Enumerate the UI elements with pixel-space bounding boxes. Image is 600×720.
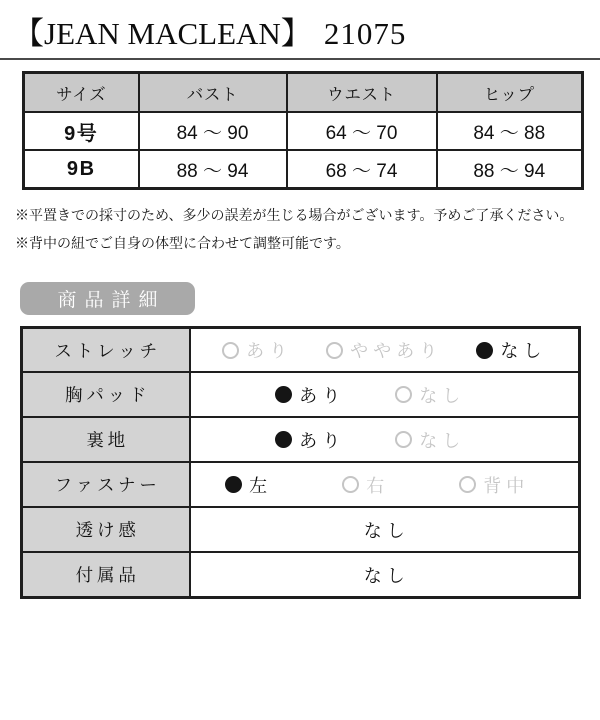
radio-unselected-icon [342, 476, 359, 493]
bust-value: 84 ～ 90 [139, 112, 287, 150]
option-label: あり [299, 385, 346, 406]
radio-selected-icon [476, 342, 493, 359]
detail-row-accessories [22, 552, 580, 597]
radio-unselected-icon [222, 342, 239, 359]
option-nashi [395, 382, 465, 408]
option-label: あり [246, 341, 293, 361]
waist-value: 68 ～ 74 [287, 150, 437, 188]
option-label: なし [419, 385, 466, 406]
waist-value: 64 ～ 70 [287, 112, 437, 150]
detail-row-chest-pad [22, 372, 580, 417]
size-value: 9号 [24, 112, 139, 150]
title-divider [0, 58, 600, 60]
size-column-header: サイズ [24, 72, 139, 112]
detail-value: なし [190, 552, 580, 597]
detail-label: 透け感 [22, 507, 190, 552]
detail-label: 胸パッド [22, 372, 190, 417]
product-details-table [20, 326, 581, 599]
radio-unselected-icon [395, 431, 412, 448]
table-row [24, 150, 583, 188]
option-ari [222, 337, 292, 363]
bust-value: 88 ～ 94 [139, 150, 287, 188]
brand-name: 【JEAN MACLEAN】 [13, 16, 312, 51]
detail-label: 裏地 [22, 417, 190, 462]
hip-value: 88 ～ 94 [437, 150, 583, 188]
option-back [459, 472, 529, 498]
product-details-heading: 商品詳細 [20, 282, 195, 315]
radio-unselected-icon [326, 342, 343, 359]
hip-value: 84 ～ 88 [437, 112, 583, 150]
size-table-header-row [24, 72, 583, 112]
option-group [191, 472, 579, 498]
option-left-selected [225, 472, 272, 498]
option-nashi-selected [476, 337, 546, 363]
product-code: 21075 [323, 16, 407, 51]
detail-label: ストレッチ [22, 327, 190, 372]
detail-value: なし [190, 507, 580, 552]
detail-label: 付属品 [22, 552, 190, 597]
option-group [191, 427, 579, 453]
option-label: 右 [366, 475, 390, 496]
note-line: ※平置きでの採寸のため、多少の誤差が生じる場合がございます。予めご了承ください。 [15, 206, 574, 223]
page-title [0, 0, 600, 54]
radio-selected-icon [275, 386, 292, 403]
option-ari-selected [275, 427, 345, 453]
option-nashi [395, 427, 465, 453]
detail-row-lining [22, 417, 580, 462]
detail-row-sheerness [22, 507, 580, 552]
option-label: なし [419, 430, 466, 451]
option-label: ややあり [350, 341, 443, 361]
bust-column-header: バスト [139, 72, 287, 112]
option-label: 左 [249, 475, 273, 496]
option-yaya-ari [326, 337, 442, 363]
radio-unselected-icon [459, 476, 476, 493]
note-line: ※背中の紐でご自身の体型に合わせて調整可能です。 [15, 234, 350, 251]
detail-row-fastener [22, 462, 580, 507]
detail-row-stretch [22, 327, 580, 372]
table-row [24, 112, 583, 150]
option-label: なし [500, 341, 547, 361]
size-table [22, 71, 584, 190]
option-label: 背中 [483, 475, 530, 496]
waist-column-header: ウエスト [287, 72, 437, 112]
detail-label: ファスナー [22, 462, 190, 507]
option-group [191, 382, 579, 408]
option-label: あり [299, 430, 346, 451]
radio-unselected-icon [395, 386, 412, 403]
option-group [191, 337, 579, 363]
radio-selected-icon [225, 476, 242, 493]
option-right [342, 472, 389, 498]
size-value: 9B [24, 150, 139, 188]
hip-column-header: ヒップ [437, 72, 583, 112]
option-ari-selected [275, 382, 345, 408]
radio-selected-icon [275, 431, 292, 448]
measurement-notes [15, 201, 600, 257]
